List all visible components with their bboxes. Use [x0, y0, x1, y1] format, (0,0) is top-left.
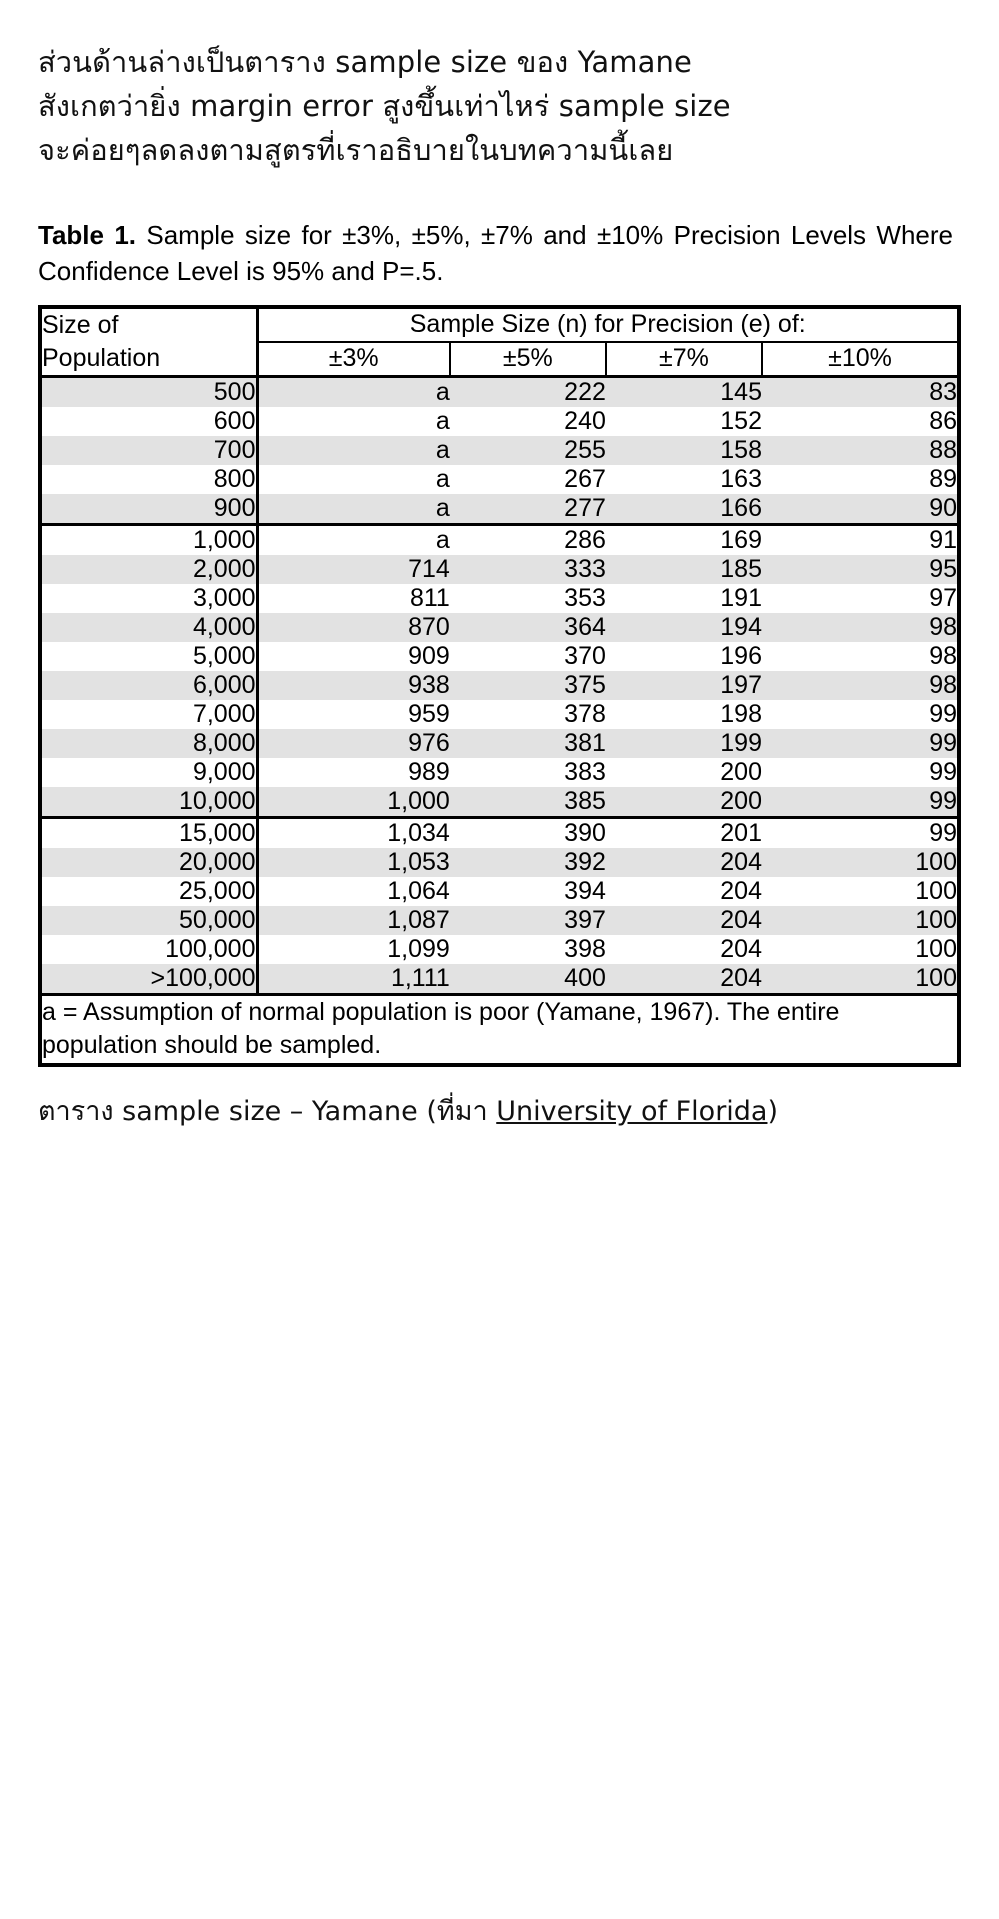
cell-population: 1,000 — [42, 524, 257, 555]
cell-sample-size: 870 — [257, 613, 450, 642]
cell-sample-size: 100 — [762, 848, 957, 877]
header-precision-10: ±10% — [762, 342, 957, 377]
cell-sample-size: 166 — [606, 494, 762, 525]
header-precision-5: ±5% — [450, 342, 606, 377]
cell-population: 6,000 — [42, 671, 257, 700]
table-row — [42, 494, 957, 525]
cell-sample-size: 100 — [915, 876, 957, 905]
table-row — [42, 465, 957, 494]
header-size-of-population-line1: Size of — [42, 310, 119, 339]
cell-sample-size: 204 — [720, 934, 762, 963]
cell-sample-size: 200 — [606, 787, 762, 818]
cell-sample-size: 199 — [606, 729, 762, 758]
table-row — [42, 964, 957, 995]
cell-sample-size: 91 — [929, 525, 957, 554]
cell-sample-size: 385 — [450, 787, 606, 818]
cell-sample-size: 83 — [762, 376, 957, 407]
cell-sample-size: 200 — [720, 757, 762, 786]
cell-sample-size: 152 — [720, 406, 762, 435]
cell-sample-size: 86 — [929, 406, 957, 435]
cell-population: 900 — [42, 494, 257, 525]
cell-sample-size: 392 — [450, 848, 606, 877]
table-row — [42, 877, 957, 906]
cell-sample-size: 158 — [606, 436, 762, 465]
cell-population: 500 — [42, 376, 257, 407]
cell-population: 20,000 — [42, 848, 257, 877]
cell-sample-size: 1,034 — [387, 818, 450, 847]
table-caption-text: Sample size for ±3%, ±5%, ±7% and ±10% Precision Levels Where Confidence Level is 95% and P=.5. — [38, 220, 953, 286]
cell-sample-size: 989 — [408, 757, 450, 786]
bottom-caption-suffix: ) — [767, 1095, 779, 1127]
cell-population: 700 — [42, 436, 257, 465]
cell-sample-size: 1,099 — [387, 934, 450, 963]
cell-sample-size: a — [435, 525, 450, 554]
cell-sample-size: 99 — [762, 729, 957, 758]
cell-sample-size: 277 — [450, 494, 606, 525]
cell-sample-size: 100 — [915, 934, 957, 963]
table-header — [42, 309, 957, 377]
header-size-of-population-line2: Population — [42, 343, 161, 372]
cell-sample-size: 333 — [450, 555, 606, 584]
cell-sample-size: 191 — [720, 583, 762, 612]
cell-sample-size: 390 — [564, 818, 606, 847]
cell-sample-size: 938 — [257, 671, 450, 700]
table-row — [42, 787, 957, 818]
cell-sample-size: 1,064 — [387, 876, 450, 905]
cell-population: 50,000 — [42, 906, 257, 935]
intro-line-2: สังเกตว่ายิ่ง margin error สูงขึ้นเท่าไหร่ sample size — [38, 89, 731, 124]
cell-sample-size: 204 — [720, 876, 762, 905]
intro-line-3: จะค่อยๆลดลงตามสูตรที่เราอธิบายในบทความนี้เลย — [38, 133, 674, 168]
cell-population: 800 — [42, 465, 257, 494]
cell-sample-size: 89 — [929, 464, 957, 493]
header-sample-size-spanner: Sample Size (n) for Precision (e) of: — [257, 309, 957, 342]
cell-sample-size: 364 — [450, 613, 606, 642]
cell-population: 3,000 — [42, 584, 257, 613]
table-row — [42, 524, 957, 555]
cell-sample-size: a — [435, 406, 450, 435]
cell-sample-size: 204 — [606, 964, 762, 995]
cell-sample-size: 99 — [929, 757, 957, 786]
cell-sample-size: 90 — [762, 494, 957, 525]
cell-sample-size: 378 — [564, 699, 606, 728]
table-row — [42, 906, 957, 935]
cell-sample-size: 397 — [450, 906, 606, 935]
table-row — [42, 848, 957, 877]
cell-sample-size: 196 — [720, 641, 762, 670]
cell-sample-size: 381 — [450, 729, 606, 758]
cell-sample-size: 976 — [257, 729, 450, 758]
table-row — [42, 758, 957, 787]
cell-sample-size: 95 — [762, 555, 957, 584]
intro-line-1: ส่วนด้านล่างเป็นตาราง sample size ของ Yamane — [38, 45, 692, 79]
footnote-row — [42, 994, 957, 1063]
cell-sample-size: a — [257, 494, 450, 525]
table-row — [42, 817, 957, 848]
cell-sample-size: 255 — [450, 436, 606, 465]
cell-sample-size: 100 — [762, 906, 957, 935]
cell-sample-size: 267 — [564, 464, 606, 493]
table-row — [42, 935, 957, 964]
cell-sample-size: 204 — [606, 906, 762, 935]
table-row — [42, 671, 957, 700]
table-row — [42, 584, 957, 613]
sample-size-table-wrapper — [38, 305, 961, 1067]
cell-population: 15,000 — [42, 817, 257, 848]
cell-population: 8,000 — [42, 729, 257, 758]
table-row — [42, 555, 957, 584]
cell-population: 7,000 — [42, 700, 257, 729]
table-row — [42, 700, 957, 729]
cell-population: 600 — [42, 407, 257, 436]
cell-population: 4,000 — [42, 613, 257, 642]
header-size-of-population — [42, 309, 257, 377]
cell-population: 2,000 — [42, 555, 257, 584]
cell-sample-size: 197 — [606, 671, 762, 700]
table-caption — [38, 218, 961, 289]
cell-sample-size: 169 — [720, 525, 762, 554]
table-footer — [42, 994, 957, 1063]
cell-sample-size: 398 — [564, 934, 606, 963]
cell-sample-size: 99 — [762, 787, 957, 818]
table-caption-label: Table 1. — [38, 220, 137, 251]
cell-sample-size: 98 — [929, 641, 957, 670]
table-row — [42, 729, 957, 758]
university-of-florida-link[interactable]: University of Florida — [496, 1095, 768, 1127]
cell-sample-size: a — [257, 376, 450, 407]
cell-sample-size: 98 — [762, 613, 957, 642]
table-body — [42, 376, 957, 994]
cell-sample-size: 375 — [450, 671, 606, 700]
cell-sample-size: 100 — [762, 964, 957, 995]
cell-sample-size: 98 — [762, 671, 957, 700]
cell-sample-size: 959 — [408, 699, 450, 728]
cell-sample-size: 194 — [606, 613, 762, 642]
cell-sample-size: 1,087 — [257, 906, 450, 935]
cell-sample-size: 811 — [409, 583, 450, 612]
cell-sample-size: 714 — [257, 555, 450, 584]
table-row — [42, 436, 957, 465]
cell-population: 25,000 — [42, 877, 257, 906]
cell-sample-size: 88 — [762, 436, 957, 465]
cell-sample-size: 353 — [564, 583, 606, 612]
cell-population: 9,000 — [42, 758, 257, 787]
cell-population: 10,000 — [42, 787, 257, 818]
cell-sample-size: 394 — [564, 876, 606, 905]
cell-population: >100,000 — [42, 964, 257, 995]
header-precision-3: ±3% — [257, 342, 450, 377]
table-row — [42, 642, 957, 671]
cell-sample-size: 1,111 — [257, 964, 450, 995]
bottom-caption — [38, 1093, 961, 1131]
cell-sample-size: a — [435, 464, 450, 493]
cell-sample-size: 97 — [929, 583, 957, 612]
cell-sample-size: 909 — [408, 641, 450, 670]
table-row — [42, 407, 957, 436]
table-row — [42, 613, 957, 642]
cell-sample-size: 163 — [720, 464, 762, 493]
table-header-row-1 — [42, 309, 957, 342]
cell-sample-size: 286 — [564, 525, 606, 554]
cell-sample-size: 370 — [564, 641, 606, 670]
cell-sample-size: 145 — [606, 376, 762, 407]
cell-sample-size: 240 — [564, 406, 606, 435]
cell-sample-size: 222 — [450, 376, 606, 407]
intro-paragraph — [38, 40, 961, 172]
sample-size-table — [42, 309, 957, 1063]
cell-sample-size: 99 — [929, 699, 957, 728]
cell-sample-size: 99 — [929, 818, 957, 847]
cell-sample-size: 1,053 — [257, 848, 450, 877]
bottom-caption-prefix: ตาราง sample size – Yamane (ที่มา — [38, 1095, 497, 1127]
header-precision-7: ±7% — [606, 342, 762, 377]
table-row — [42, 376, 957, 407]
cell-sample-size: a — [257, 436, 450, 465]
cell-population: 100,000 — [42, 935, 257, 964]
cell-sample-size: 198 — [720, 699, 762, 728]
cell-sample-size: 383 — [564, 757, 606, 786]
cell-sample-size: 400 — [450, 964, 606, 995]
table-footnote: a = Assumption of normal population is poor (Yamane, 1967). The entire population should be sampled. — [42, 994, 957, 1063]
cell-sample-size: 185 — [606, 555, 762, 584]
cell-population: 5,000 — [42, 642, 257, 671]
cell-sample-size: 204 — [606, 848, 762, 877]
cell-sample-size: 201 — [720, 818, 762, 847]
cell-sample-size: 1,000 — [257, 787, 450, 818]
